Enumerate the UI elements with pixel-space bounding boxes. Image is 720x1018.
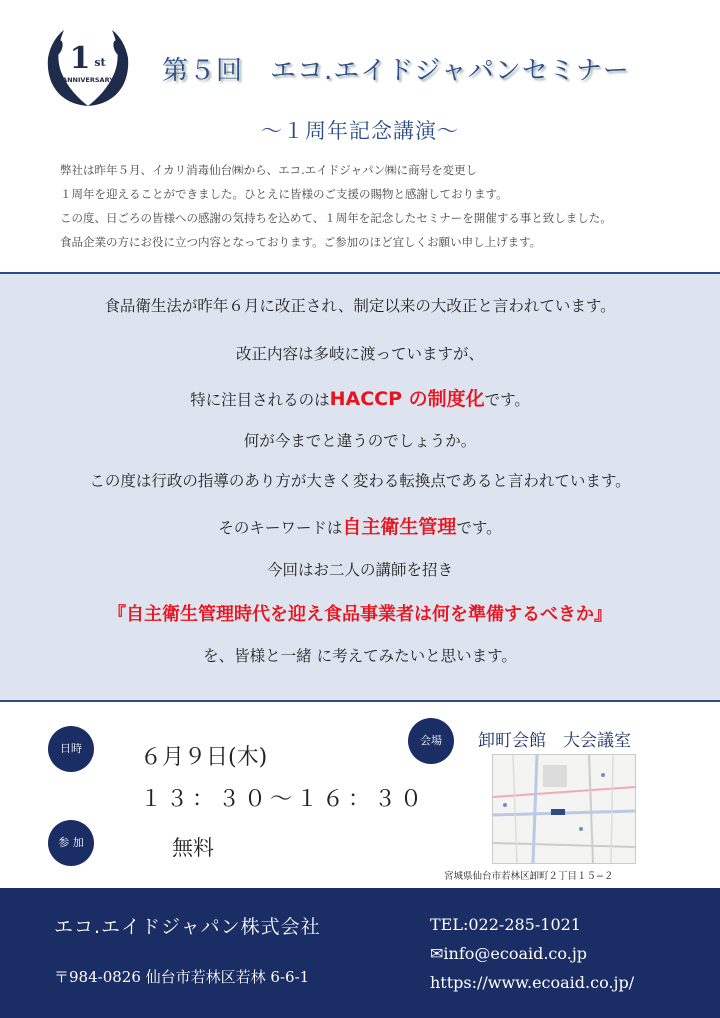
date-badge: 日時 [48, 726, 94, 772]
body-text: そのキーワードは [218, 519, 343, 537]
event-fee: 無料 [172, 836, 214, 860]
intro-line: この度、日ごろの皆様への感謝の気持ちを込めて、１周年を記念したセミナーを開催する事と致しました。 [60, 211, 612, 225]
emblem-word: ANNIVERSARY [62, 76, 114, 84]
body-text: です。 [456, 519, 502, 537]
seminar-title: 第５回 エコ.エイドジャパンセミナー [162, 56, 630, 86]
emblem-suffix: st [94, 56, 106, 69]
body-line: 改正内容は多岐に渡っていますが、 [235, 345, 484, 363]
body-line: 食品衛生法が昨年６月に改正され、制定以来の大改正と言われています。 [104, 297, 616, 315]
body-text: です。 [484, 391, 530, 409]
intro-line: １周年を迎えることができました。ひとえに皆様のご支援の賜物と感謝しております。 [60, 187, 508, 201]
seminar-subtitle: 〜１周年記念講演〜 [261, 119, 459, 143]
intro-paragraph [60, 158, 700, 254]
keyword-highlight: 自主衛生管理 [342, 516, 457, 538]
body-line: 今回はお二人の講師を招き [266, 561, 453, 579]
venue-address: 宮城県仙台市若林区卸町２丁目１５−２ [444, 871, 614, 882]
event-time: １３：３０〜１６：３０ [140, 787, 427, 812]
venue-map [492, 754, 636, 864]
phone-number: TEL:022-285-1021 [430, 915, 581, 934]
haccp-highlight: HACCP の制度化 [329, 388, 485, 410]
body-text: 特に注目されるのは [190, 391, 330, 409]
seminar-theme: 『自主衛生管理時代を迎え食品事業者は何を準備するべきか』 [108, 604, 612, 625]
body-line: この度は行政の指導のあり方が大きく変わる転換点であると言われています。 [89, 472, 631, 490]
message-panel [0, 272, 720, 702]
venue-name: 卸町会館 大会議室 [478, 731, 631, 751]
body-line-keyword [0, 512, 720, 539]
contact-info [430, 910, 634, 997]
venue-badge: 会場 [408, 718, 454, 764]
intro-line: 食品企業の方にお役に立つ内容となっております。ご参加のほど宜しくお願い申し上げます。 [60, 235, 542, 249]
body-line-haccp [0, 384, 720, 411]
company-footer [0, 888, 720, 1018]
fee-badge: 参 加 [48, 820, 94, 866]
event-date: ６月９日(木) [140, 745, 268, 770]
company-name: エコ.エイドジャパン株式会社 [54, 916, 321, 938]
anniversary-emblem [40, 24, 136, 112]
body-line: を、皆様と一緒 に考えてみたいと思います。 [203, 647, 517, 665]
body-line: 何が今までと違うのでしょうか。 [243, 432, 477, 450]
intro-line: 弊社は昨年５月、イカリ消毒仙台㈱から、エコ.エイドジャパン㈱に商号を変更し [60, 163, 478, 177]
emblem-number: 1 [69, 41, 91, 76]
company-address: 〒984-0826 仙台市若林区若林 6-6-1 [54, 968, 310, 986]
email-link[interactable]: ✉info@ecoaid.co.jp [430, 944, 588, 963]
website-link[interactable]: https://www.ecoaid.co.jp/ [430, 973, 635, 992]
map-graphic [493, 755, 635, 863]
